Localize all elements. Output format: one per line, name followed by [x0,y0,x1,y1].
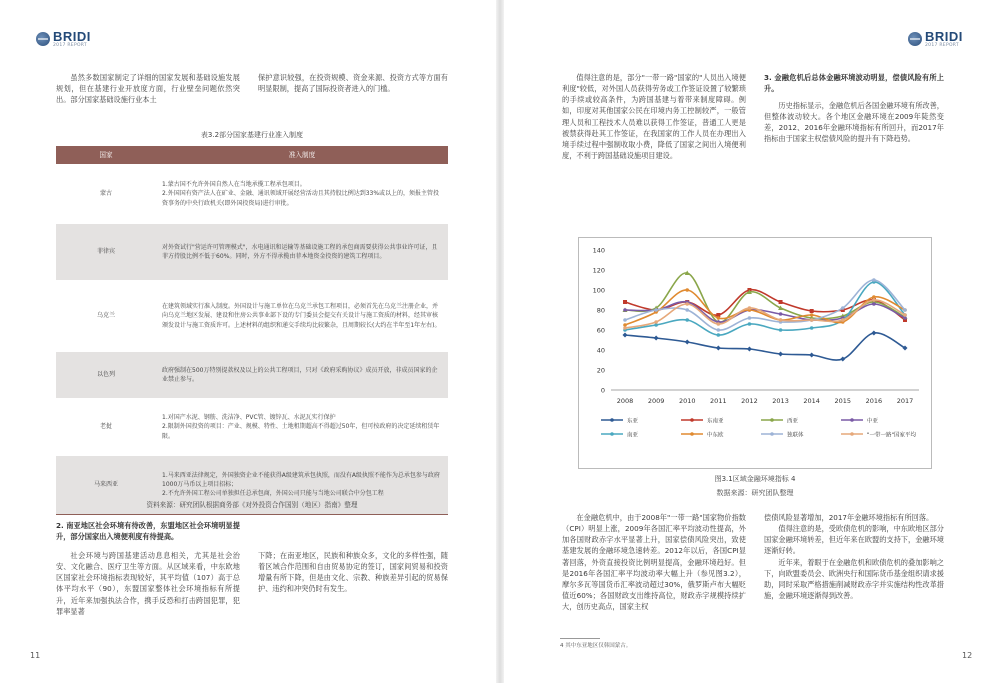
globe-icon [908,32,922,46]
x-tick-label: 2011 [710,397,727,405]
data-point [810,313,814,317]
data-point [685,302,689,306]
data-point [778,352,783,357]
bridi-logo-left [36,30,91,49]
legend-marker [690,432,694,436]
line-chart [579,238,933,470]
left-col1-text: 虽然多数国家制定了详细的国家发展和基础设施发展规划，但在基建行业开放度方面，行业壁垒问题依然突出。部分国家基础设施行业本土 [56,73,240,105]
section-heading-2: 2. 南亚地区社会环境有待改善，东盟地区社会环境明显提升，部分国家出入境便利度有待提高。 [56,521,240,542]
legend-marker [690,418,694,422]
y-tick-label: 20 [596,366,605,375]
data-point [717,333,721,337]
table-header-policy: 准入制度 [156,146,448,164]
legend-label: 中亚 [867,418,879,425]
x-tick-label: 2017 [896,397,914,405]
legend-label: 西亚 [787,418,799,425]
data-point [779,318,783,322]
data-point [717,322,721,326]
policy-table [56,146,448,515]
policy-cell: 政府强制在500万特别提款权及以上的公共工程项目，只对《政府采购协议》成员开放，非成员国家的企业禁止参与。 [156,352,448,398]
table-row [56,164,448,224]
data-point [623,300,627,304]
x-tick-label: 2016 [865,397,883,405]
logo-name: BRIDI [53,29,91,44]
data-point [841,318,845,322]
x-tick-label: 2013 [772,397,789,405]
y-tick-label: 60 [596,326,605,335]
left-col2-text: 保护意识较强，在投资规模、资金来源、投资方式等方面有明显限制，提高了国际投资者进入的门槛。 [258,73,448,94]
country-cell: 以色列 [56,352,156,398]
x-tick-label: 2014 [803,397,820,405]
bridi-logo-right [908,30,963,49]
page-number-left: 11 [30,651,41,660]
data-point [748,322,752,326]
data-point [685,318,689,322]
data-point [748,306,752,310]
legend-label: 南亚 [627,432,639,439]
table-header-country: 国家 [56,146,156,164]
legend-marker [850,432,854,436]
y-tick-label: 80 [596,306,605,315]
data-point [685,288,689,292]
data-point [779,300,783,304]
data-point [654,308,658,312]
line-chart-container [578,237,932,469]
x-tick-label: 2009 [647,397,665,405]
y-tick-label: 0 [600,386,605,395]
legend-label: 中东欧 [707,432,724,439]
data-point [872,278,876,282]
table-row [56,352,448,398]
left-bottom-col2: 下降；在南亚地区，民族和种族众多，文化的多样性强，随着区域合作范围和自由贸易协定的签订，国家间贸易和投资增量有所下降，但是由文化、宗教、种族差异引起的贸易保护、违约和冲突仍时有发生。 [258,551,448,594]
right-bottom-col2: 偿债风险显著增加，2017年金融环境指标有所回落。 值得注意的是，受欧债危机的影响，中东欧地区部分国家金融环境转差，但近年来在欧盟的支持下，金融环境逐渐好转。 近年来，着眼于在金融危机和欧债危机的叠加影响之下，向欧盟委员会、欧洲央行和国际货币基金组织请求援助，同时采取严格措施削减财政赤字并实施结构性改革措施，金融环境逐渐得到改善。 [764,513,944,601]
y-tick-label: 140 [592,246,605,255]
country-cell: 马来西亚 [56,456,156,514]
data-point [716,346,721,351]
data-point [810,326,814,330]
data-point [654,320,658,324]
y-tick-label: 120 [592,266,605,275]
section-heading-3: 3. 金融危机后总体金融环境波动明显，偿债风险有所上升。 [764,73,944,94]
data-point [717,328,721,332]
policy-cell: 1.马来西亚法律规定，外国独资企业不能获得A级建筑承包执照，而没有A级执照不能作为总承包参与政府1000万马币以上项目招标； 2.不允许外国工程公司单独担任总承包商，外国公司只能与当地公司联合中分包工程 [156,456,448,514]
series-line [625,333,905,360]
data-point [903,313,907,317]
right-col2-text: 历史指标显示，金融危机后各国金融环境有所改善，但整体波动较大。各个地区金融环境在2009年陡然变差，2012、2016年金融环境指标有所回升，而2017年指标由于国家主权偿债风险的提升有下降趋势。 [764,101,944,144]
legend-marker [770,418,774,422]
country-cell: 乌克兰 [56,280,156,352]
table-row [56,224,448,280]
legend-marker [850,418,854,422]
x-tick-label: 2012 [741,397,758,405]
page-number-right: 12 [962,651,973,660]
globe-icon [36,32,50,46]
logo-name: BRIDI [925,29,963,44]
legend-label: 东南亚 [707,418,724,425]
data-point [779,312,783,316]
legend-label: "一带一路"国家平均 [867,432,917,439]
data-point [747,347,752,352]
x-tick-label: 2015 [834,397,852,405]
data-point [685,308,689,312]
data-point [810,318,814,322]
table-row [56,398,448,456]
country-cell: 老挝 [56,398,156,456]
data-point [623,326,627,330]
page-gutter [496,0,504,683]
x-tick-label: 2008 [616,397,634,405]
data-point [623,308,627,312]
logo-sub: 2017 REPORT [53,43,87,48]
table-caption: 表3.2部分国家基建行业准入制度 [200,131,304,139]
footnote-rule [560,638,600,639]
legend-label: 独联体 [787,432,804,439]
left-bottom-col1: 社会环境与跨国基建活动息息相关，尤其是社会治安、文化融合、医疗卫生等方面。从区域来看，中东欧地区国家社会环境指标表现较好，其平均值（107）高于总体平均水平（90），东盟国家整体社会环境指标有所提升，近年来加强执法合作，携手反恐和打击跨国犯罪，犯罪率显著 [56,551,240,616]
table-source: 资料来源：研究团队根据商务部《对外投资合作国别（地区）指南》整理 [146,501,358,509]
legend-marker [610,432,614,436]
data-point [685,340,690,345]
policy-cell: 在建筑领域实行准入制度。外国设计与施工单位在乌克兰承包工程项目，必须首先在乌克兰注册企业，并向乌克兰地区发展、建设和住房公共事业部下设的专门委员会提交有关设计与施工资质的材料，经其审核颁发设计与施工资质许可。上述材料的组织和递交手续均比较繁杂，且周期较长(大约在半年至1年左右)。 [156,280,448,352]
data-point [872,302,876,306]
data-point [623,318,627,322]
data-point [810,309,814,313]
legend-label: 东亚 [627,418,639,425]
data-point [809,353,814,358]
country-cell: 蒙古 [56,164,156,224]
data-point [872,298,876,302]
data-point [748,316,752,320]
data-point [840,357,845,362]
data-point [623,333,628,338]
policy-cell: 1.对国产水泥、钢筋、洗洁净、PVC管、镀锌瓦、水泥瓦实行保护 2.限制外国投资的项目：产业、规模、特性、土地租期超高不得超过50年，但可按政府的决定延续租赁年限。 [156,398,448,456]
data-point [717,316,721,320]
figure-source: 数据来源：研究团队整理 [716,489,794,497]
footnote: 4 其中东亚地区仅韩国蒙古。 [560,643,632,649]
figure-caption: 图3.1区域金融环境指标 4 [714,475,796,483]
data-point [903,308,907,312]
legend-marker [770,432,774,436]
table-row [56,280,448,352]
y-tick-label: 40 [596,346,605,355]
legend-marker [610,418,614,422]
policy-cell: 1.蒙古国不允许外国自然人在当地承揽工程承包项目。 2.外国国有资产法人在矿业、金融、通讯领域开展经营活动且其持股比例达到33%或以上的，须报主管投资事务的中央行政机关(即外国投资局)进行审批。 [156,164,448,224]
y-tick-label: 100 [592,286,605,295]
data-point [871,331,876,336]
x-tick-label: 2010 [678,397,696,405]
data-point [841,306,845,310]
data-point [779,328,783,332]
right-bottom-col1: 在金融危机中，由于2008年"一带一路"国家物价指数（CPI）明显上涨，2009年各国汇率平均波动性提高，外加各国财政赤字水平显著上升，国家偿债风险突出，致使基建发展的金融环境急速转差。2012年以后，各国CPI显著回落，外资直接投资比例明显提高，金融环境趋好。但是2016年各国汇率平均波动率大幅上升（参见图3.2），摩尔多瓦等国货币汇率波动超过30%，俄罗斯卢布大幅贬值近60%；各国财政支出维持高位，财政赤字规模持续扩大，创历史高点，国家主权 [562,513,746,612]
country-cell: 菲律宾 [56,224,156,280]
right-col1-text: 值得注意的是，部分"一带一路"国家的"人员出入境便利度"较低，对外国人员获得劳务或工作签证设置了较繁琐的手续或较高条件，为跨国基建与着带来制度障碍。例如，印度对其他国家公民在印境内务工控制较严，一般管理人员和工程技术人员难以获得工作签证，普通工人更是被禁获得赴其工作签证，在我国家的工作人员在办理出入境手续过程中强制收取小费，降低了国家之间出入境便利度，不利于跨国基础设施项目建设。 [562,73,746,161]
policy-cell: 对外资试行"营运许可管理模式"，水电通讯和运输等基础设施工程的承包商需要获得公共事业许可证，且菲方持股比例不低于60%。同时，外方不得承揽由菲本地资金投资的建筑工程项目。 [156,224,448,280]
data-point [654,336,659,341]
logo-sub: 2017 REPORT [925,43,959,48]
